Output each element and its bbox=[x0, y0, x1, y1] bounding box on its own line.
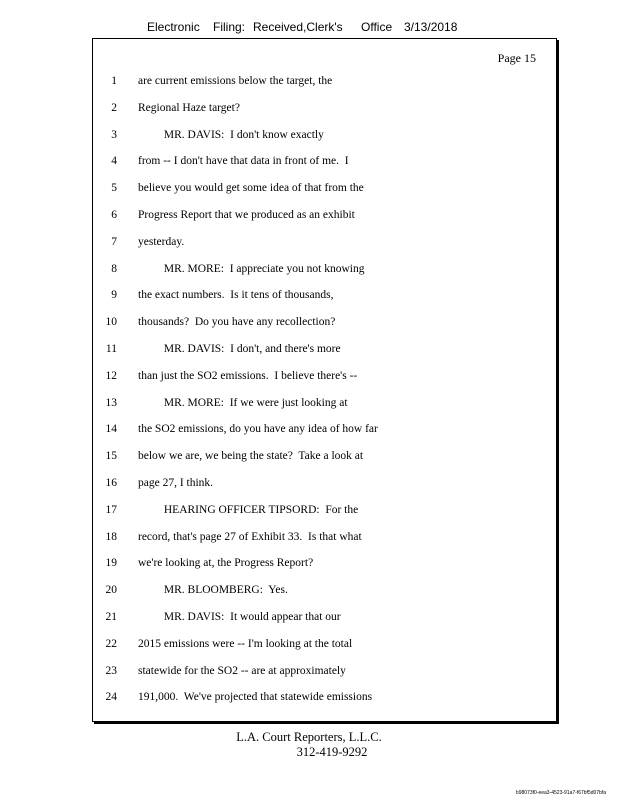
court-reporter-phone: 312-419-9292 bbox=[296, 745, 368, 759]
line-text: from -- I don't have that data in front of me. I bbox=[138, 155, 349, 168]
transcript-line bbox=[93, 390, 556, 417]
line-text: thousands? Do you have any recollection? bbox=[138, 316, 336, 329]
transcript-lines bbox=[93, 68, 556, 711]
transcript-line bbox=[93, 550, 556, 577]
line-number: 1 bbox=[111, 75, 117, 87]
transcript-line bbox=[93, 202, 556, 229]
line-number: 22 bbox=[105, 637, 117, 650]
filing-stamp-filing: Filing: bbox=[213, 20, 246, 34]
filing-stamp-electronic: Electronic bbox=[147, 20, 200, 34]
line-text: record, that's page 27 of Exhibit 33. Is that what bbox=[138, 530, 362, 543]
line-text: statewide for the SO2 -- are at approximately bbox=[138, 664, 346, 677]
transcript-line bbox=[93, 443, 556, 470]
line-text: MR. DAVIS: It would appear that our bbox=[138, 610, 341, 623]
transcript-line bbox=[93, 604, 556, 631]
transcript-line bbox=[93, 684, 556, 711]
transcript-line bbox=[93, 497, 556, 524]
line-text: we're looking at, the Progress Report? bbox=[138, 557, 314, 570]
line-text: MR. BLOOMBERG: Yes. bbox=[138, 584, 288, 597]
line-number: 3 bbox=[111, 128, 117, 141]
line-text: Regional Haze target? bbox=[138, 101, 240, 114]
line-number: 14 bbox=[105, 423, 117, 436]
page-number: Page 15 bbox=[497, 51, 536, 65]
court-reporter-name: L.A. Court Reporters, L.L.C. bbox=[236, 730, 382, 744]
line-number: 17 bbox=[105, 503, 117, 516]
line-number: 13 bbox=[105, 396, 117, 409]
line-number: 8 bbox=[111, 262, 117, 275]
line-number: 7 bbox=[111, 235, 117, 248]
transcript-line bbox=[93, 256, 556, 283]
transcript-line bbox=[93, 470, 556, 497]
line-number: 16 bbox=[105, 476, 117, 489]
line-text: yesterday. bbox=[138, 235, 185, 248]
line-number: 2 bbox=[111, 101, 117, 114]
line-number: 20 bbox=[105, 584, 117, 597]
footer bbox=[0, 730, 618, 760]
transcript-line bbox=[93, 309, 556, 336]
filing-stamp-office: Office bbox=[361, 20, 393, 34]
transcript-line bbox=[93, 658, 556, 685]
transcript-line bbox=[93, 631, 556, 658]
line-text: MR. MORE: I appreciate you not knowing bbox=[138, 262, 365, 275]
line-number: 11 bbox=[105, 342, 117, 355]
line-text: page 27, I think. bbox=[138, 476, 214, 489]
transcript-line bbox=[93, 363, 556, 390]
line-text: the SO2 emissions, do you have any idea of how far bbox=[138, 423, 378, 436]
line-number: 4 bbox=[111, 155, 117, 168]
line-number: 24 bbox=[105, 691, 117, 704]
transcript-line bbox=[93, 282, 556, 309]
line-number: 19 bbox=[105, 557, 117, 570]
line-text: MR. DAVIS: I don't, and there's more bbox=[138, 342, 341, 355]
transcript-line bbox=[93, 122, 556, 149]
line-number: 23 bbox=[105, 664, 117, 677]
filing-stamp-date: 3/13/2018 bbox=[404, 20, 458, 34]
filing-stamp-received: Received,Clerk's bbox=[253, 20, 343, 34]
line-number: 10 bbox=[105, 316, 117, 329]
line-number: 5 bbox=[111, 182, 117, 195]
transcript-line bbox=[93, 336, 556, 363]
transcript-line bbox=[93, 229, 556, 256]
line-text: MR. DAVIS: I don't know exactly bbox=[138, 128, 324, 141]
line-number: 6 bbox=[111, 208, 117, 221]
line-number: 15 bbox=[105, 450, 117, 463]
line-number: 9 bbox=[111, 289, 117, 302]
line-text: Progress Report that we produced as an exhibit bbox=[138, 208, 355, 221]
transcript-line bbox=[93, 416, 556, 443]
line-number: 12 bbox=[105, 369, 117, 382]
transcript-line bbox=[93, 175, 556, 202]
line-text: 191,000. We've projected that statewide emissions bbox=[138, 691, 373, 704]
transcript-line bbox=[93, 68, 556, 95]
line-text: than just the SO2 emissions. I believe there's -- bbox=[138, 369, 358, 382]
transcript-line bbox=[93, 524, 556, 551]
line-text: below we are, we being the state? Take a look at bbox=[138, 450, 364, 463]
line-text: HEARING OFFICER TIPSORD: For the bbox=[138, 503, 359, 516]
transcript-line bbox=[93, 148, 556, 175]
filing-stamp-header bbox=[0, 20, 618, 36]
line-number: 18 bbox=[105, 530, 117, 543]
transcript-line bbox=[93, 95, 556, 122]
line-text: MR. MORE: If we were just looking at bbox=[138, 396, 348, 409]
document-id: b98073f0-eea3-4523-91a7-f67bf5d07bfa bbox=[515, 790, 606, 796]
line-text: 2015 emissions were -- I'm looking at the total bbox=[138, 637, 353, 650]
line-text: believe you would get some idea of that from the bbox=[138, 182, 364, 195]
transcript-line bbox=[93, 577, 556, 604]
line-text: the exact numbers. Is it tens of thousands, bbox=[138, 289, 334, 302]
transcript-page bbox=[92, 38, 557, 722]
line-number: 21 bbox=[105, 610, 117, 623]
line-text: are current emissions below the target, the bbox=[138, 75, 333, 87]
